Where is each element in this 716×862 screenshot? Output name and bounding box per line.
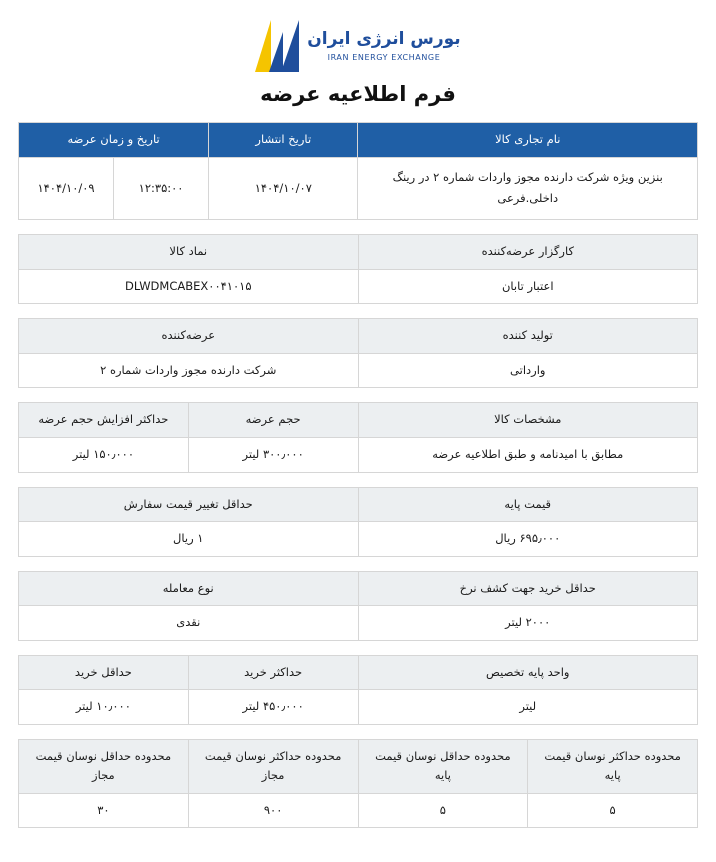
value-min-purchase-price-discovery: ۲۰۰۰ لیتر: [358, 606, 698, 641]
table-row: [19, 157, 698, 220]
value-base-price: ۶۹۵٫۰۰۰ ریال: [358, 522, 698, 557]
broker-symbol-table: [18, 234, 698, 304]
value-supplier: شرکت دارنده مجوز واردات شماره ۲: [19, 353, 359, 388]
logo-name-fa: بورس انرژی ایران: [307, 29, 461, 50]
col-offer-datetime: تاریخ و زمان عرضه: [19, 123, 209, 158]
value-min-base-price-fluctuation: ۵: [358, 793, 528, 828]
logo-name-en: IRAN ENERGY EXCHANGE: [327, 52, 441, 62]
col-min-purchase: حداقل خرید: [19, 655, 189, 690]
col-min-base-price-fluctuation: محدوده حداقل نوسان قیمت پایه: [358, 739, 528, 793]
col-symbol: نماد کالا: [19, 235, 359, 270]
col-max-purchase: حداکثر خرید: [188, 655, 358, 690]
col-base-price: قیمت پایه: [358, 487, 698, 522]
value-allocation-unit: لیتر: [358, 690, 698, 725]
col-min-purchase-price-discovery: حداقل خرید جهت کشف نرخ: [358, 571, 698, 606]
table-row: [19, 235, 698, 270]
table-row: [19, 353, 698, 388]
col-specs: مشخصات کالا: [358, 403, 698, 438]
value-max-base-price-fluctuation: ۵: [528, 793, 698, 828]
value-min-price-step: ۱ ریال: [19, 522, 359, 557]
col-supplier: عرضه‌کننده: [19, 319, 359, 354]
table-row: [19, 522, 698, 557]
value-specs: مطابق با امیدنامه و طبق اطلاعیه عرضه: [358, 437, 698, 472]
value-max-volume-increase: ۱۵۰٫۰۰۰ لیتر: [19, 437, 189, 472]
logo-text: [307, 30, 460, 62]
col-publish-date: تاریخ انتشار: [209, 123, 358, 158]
table-row: [19, 606, 698, 641]
min-purchase-deal-table: [18, 571, 698, 641]
table-row: [19, 403, 698, 438]
value-offer-date: ۱۴۰۴/۱۰/۰۹: [19, 157, 114, 220]
table-row: [19, 690, 698, 725]
col-min-price-step: حداقل تغییر قیمت سفارش: [19, 487, 359, 522]
producer-supplier-table: [18, 318, 698, 388]
value-publish-date: ۱۴۰۴/۱۰/۰۷: [209, 157, 358, 220]
value-min-allowed-price-fluctuation: ۳۰: [19, 793, 189, 828]
table-row: [19, 571, 698, 606]
col-max-volume-increase: حداکثر افزایش حجم عرضه: [19, 403, 189, 438]
page-title: فرم اطلاعیه عرضه: [260, 82, 456, 106]
price-fluctuation-table: [18, 739, 698, 829]
col-broker: کارگزار عرضه‌کننده: [358, 235, 698, 270]
value-max-purchase: ۴۵۰٫۰۰۰ لیتر: [188, 690, 358, 725]
col-min-allowed-price-fluctuation: محدوده حداقل نوسان قیمت مجاز: [19, 739, 189, 793]
base-price-table: [18, 487, 698, 557]
table-row: [19, 655, 698, 690]
col-max-base-price-fluctuation: محدوده حداکثر نوسان قیمت پایه: [528, 739, 698, 793]
table-row: [19, 793, 698, 828]
table-row: [19, 123, 698, 158]
col-allocation-unit: واحد پایه تخصیص: [358, 655, 698, 690]
iran-energy-exchange-logo: [255, 20, 460, 72]
value-deal-type: نقدی: [19, 606, 359, 641]
value-offer-time: ۱۲:۳۵:۰۰: [114, 157, 209, 220]
value-min-purchase: ۱۰٫۰۰۰ لیتر: [19, 690, 189, 725]
logo-row: [18, 20, 698, 72]
value-symbol: DLWDMCABEX۰۰۴۱۰۱۵: [19, 269, 359, 304]
table-row: [19, 437, 698, 472]
table-row: [19, 269, 698, 304]
specs-volume-table: [18, 402, 698, 472]
col-deal-type: نوع معامله: [19, 571, 359, 606]
col-product-name: نام تجاری کالا: [358, 123, 698, 158]
value-max-allowed-price-fluctuation: ۹۰۰: [188, 793, 358, 828]
col-offer-volume: حجم عرضه: [188, 403, 358, 438]
table-row: [19, 739, 698, 793]
table-row: [19, 319, 698, 354]
value-product-name: بنزین ویژه شرکت دارنده مجوز واردات شماره ۲ در رینگ داخلی.فرعی: [358, 157, 698, 220]
value-producer: وارداتی: [358, 353, 698, 388]
allocation-unit-table: [18, 655, 698, 725]
table-row: [19, 487, 698, 522]
col-producer: تولید کننده: [358, 319, 698, 354]
value-broker: اعتبار تابان: [358, 269, 698, 304]
product-header-table: [18, 122, 698, 220]
exchange-bars-icon: [255, 20, 301, 72]
value-offer-volume: ۳۰۰٫۰۰۰ لیتر: [188, 437, 358, 472]
col-max-allowed-price-fluctuation: محدوده حداکثر نوسان قیمت مجاز: [188, 739, 358, 793]
